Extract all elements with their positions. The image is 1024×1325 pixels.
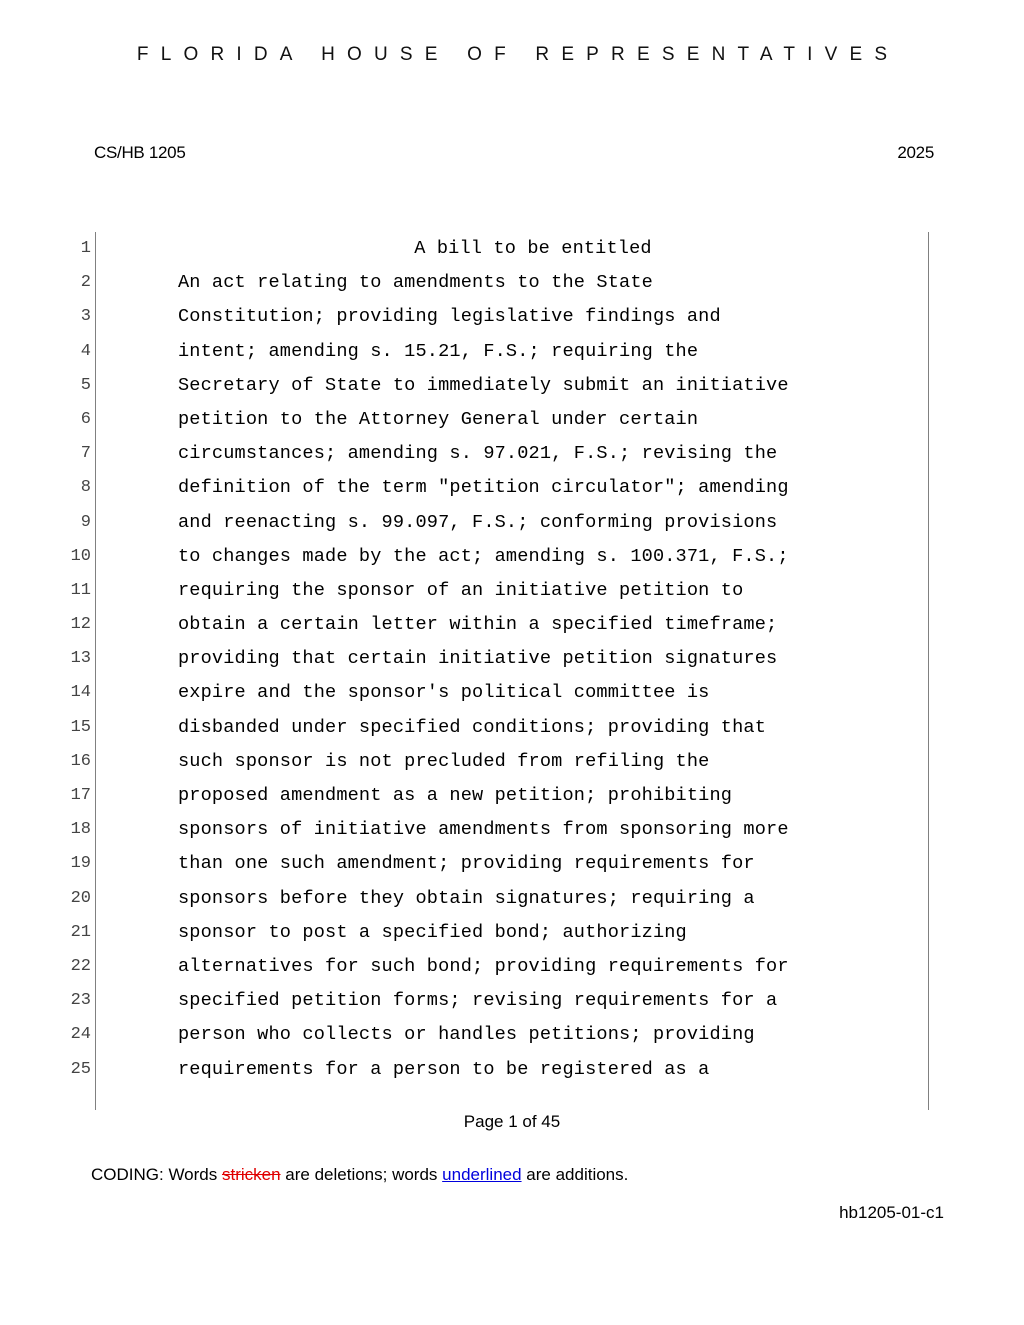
line-number: 19 <box>70 854 91 874</box>
coding-underlined-word: underlined <box>442 1165 522 1184</box>
bill-line <box>64 540 944 574</box>
bill-line <box>64 300 944 334</box>
line-text: expire and the sponsor's political committee is <box>178 682 710 704</box>
line-text: petition to the Attorney General under certain <box>178 408 699 430</box>
coding-suffix: are additions. <box>521 1165 629 1184</box>
line-text: definition of the term "petition circulator"; amending <box>178 477 789 499</box>
line-text: requiring the sponsor of an initiative petition to <box>178 579 744 601</box>
line-text: than one such amendment; providing requirements for <box>178 853 755 875</box>
bill-line <box>64 1018 944 1052</box>
bill-line <box>64 711 944 745</box>
line-text: disbanded under specified conditions; providing that <box>178 716 767 738</box>
bill-line <box>64 608 944 642</box>
line-text: such sponsor is not precluded from refiling the <box>178 750 710 772</box>
line-text: alternatives for such bond; providing requirements for <box>178 955 789 977</box>
bill-line <box>64 471 944 505</box>
line-number: 17 <box>70 786 91 805</box>
line-number: 15 <box>70 717 91 737</box>
bill-line <box>64 232 944 266</box>
line-number: 8 <box>80 478 91 498</box>
line-number: 11 <box>70 580 91 600</box>
line-number: 20 <box>70 888 91 908</box>
line-text: A bill to be entitled <box>414 238 652 259</box>
document-stamp: hb1205-01-c1 <box>839 1203 944 1222</box>
line-text: providing that certain initiative petition signatures <box>178 648 778 670</box>
chamber-header: FLORIDA HOUSE OF REPRESENTATIVES <box>136 44 900 65</box>
line-text: sponsors before they obtain signatures; requiring a <box>178 887 755 909</box>
bill-line <box>64 847 944 881</box>
line-number: 6 <box>80 409 91 429</box>
bill-line <box>64 437 944 471</box>
line-number: 21 <box>70 922 91 942</box>
bill-line <box>64 950 944 984</box>
line-text: specified petition forms; revising requirements for a <box>178 990 778 1012</box>
bill-line <box>64 403 944 437</box>
bill-number: CS/HB 1205 <box>94 143 186 162</box>
line-number: 12 <box>70 615 91 635</box>
line-number: 3 <box>80 307 91 327</box>
bill-line <box>64 984 944 1018</box>
coding-stricken-word: stricken <box>221 1165 281 1184</box>
line-number: 7 <box>80 444 91 464</box>
line-text: obtain a certain letter within a specified timeframe; <box>178 614 778 636</box>
bill-line <box>64 1053 944 1087</box>
bill-line <box>64 369 944 403</box>
line-number: 18 <box>70 820 91 840</box>
line-text: to changes made by the act; amending s. 100.371, F.S.; <box>178 545 789 567</box>
bill-line <box>64 574 944 608</box>
coding-middle: are deletions; words <box>280 1165 443 1184</box>
bill-year: 2025 <box>897 143 934 162</box>
line-number: 22 <box>70 956 91 976</box>
bill-line <box>64 745 944 779</box>
line-number: 1 <box>80 239 91 258</box>
line-text: sponsors of initiative amendments from sponsoring more <box>178 819 789 841</box>
line-text: requirements for a person to be registered as a <box>178 1058 710 1080</box>
line-number: 24 <box>70 1025 91 1045</box>
line-number: 10 <box>70 546 91 566</box>
bill-line-list <box>64 232 944 1087</box>
bill-id-row <box>94 143 934 163</box>
line-text: Secretary of State to immediately submit an initiative <box>178 374 789 396</box>
line-number: 5 <box>80 375 91 395</box>
line-text: person who collects or handles petitions; providing <box>178 1024 755 1046</box>
line-text: An act relating to amendments to the State <box>178 272 653 294</box>
line-number: 9 <box>80 512 91 532</box>
page-number: Page 1 of 45 <box>463 1112 561 1131</box>
line-text: circumstances; amending s. 97.021, F.S.; revising the <box>178 443 778 465</box>
line-number: 4 <box>80 341 91 361</box>
bill-line <box>64 676 944 710</box>
bill-line <box>64 882 944 916</box>
line-number: 25 <box>70 1059 91 1079</box>
coding-note <box>91 1165 628 1185</box>
line-number: 13 <box>70 649 91 669</box>
line-number: 14 <box>70 683 91 703</box>
line-text: proposed amendment as a new petition; prohibiting <box>178 785 733 806</box>
line-number: 2 <box>80 273 91 293</box>
bill-line <box>64 506 944 540</box>
line-text: and reenacting s. 99.097, F.S.; conforming provisions <box>178 511 778 533</box>
bill-line <box>64 335 944 369</box>
line-text: sponsor to post a specified bond; authorizing <box>178 921 687 943</box>
bill-line <box>64 779 944 813</box>
bill-body <box>64 232 944 1110</box>
bill-line <box>64 813 944 847</box>
bill-line <box>64 266 944 300</box>
bill-line <box>64 642 944 676</box>
line-text: intent; amending s. 15.21, F.S.; requiring the <box>178 340 699 362</box>
line-text: Constitution; providing legislative findings and <box>178 306 721 328</box>
line-number: 23 <box>70 991 91 1011</box>
bill-line <box>64 916 944 950</box>
line-number: 16 <box>70 751 91 771</box>
coding-prefix: CODING: Words <box>91 1165 222 1184</box>
